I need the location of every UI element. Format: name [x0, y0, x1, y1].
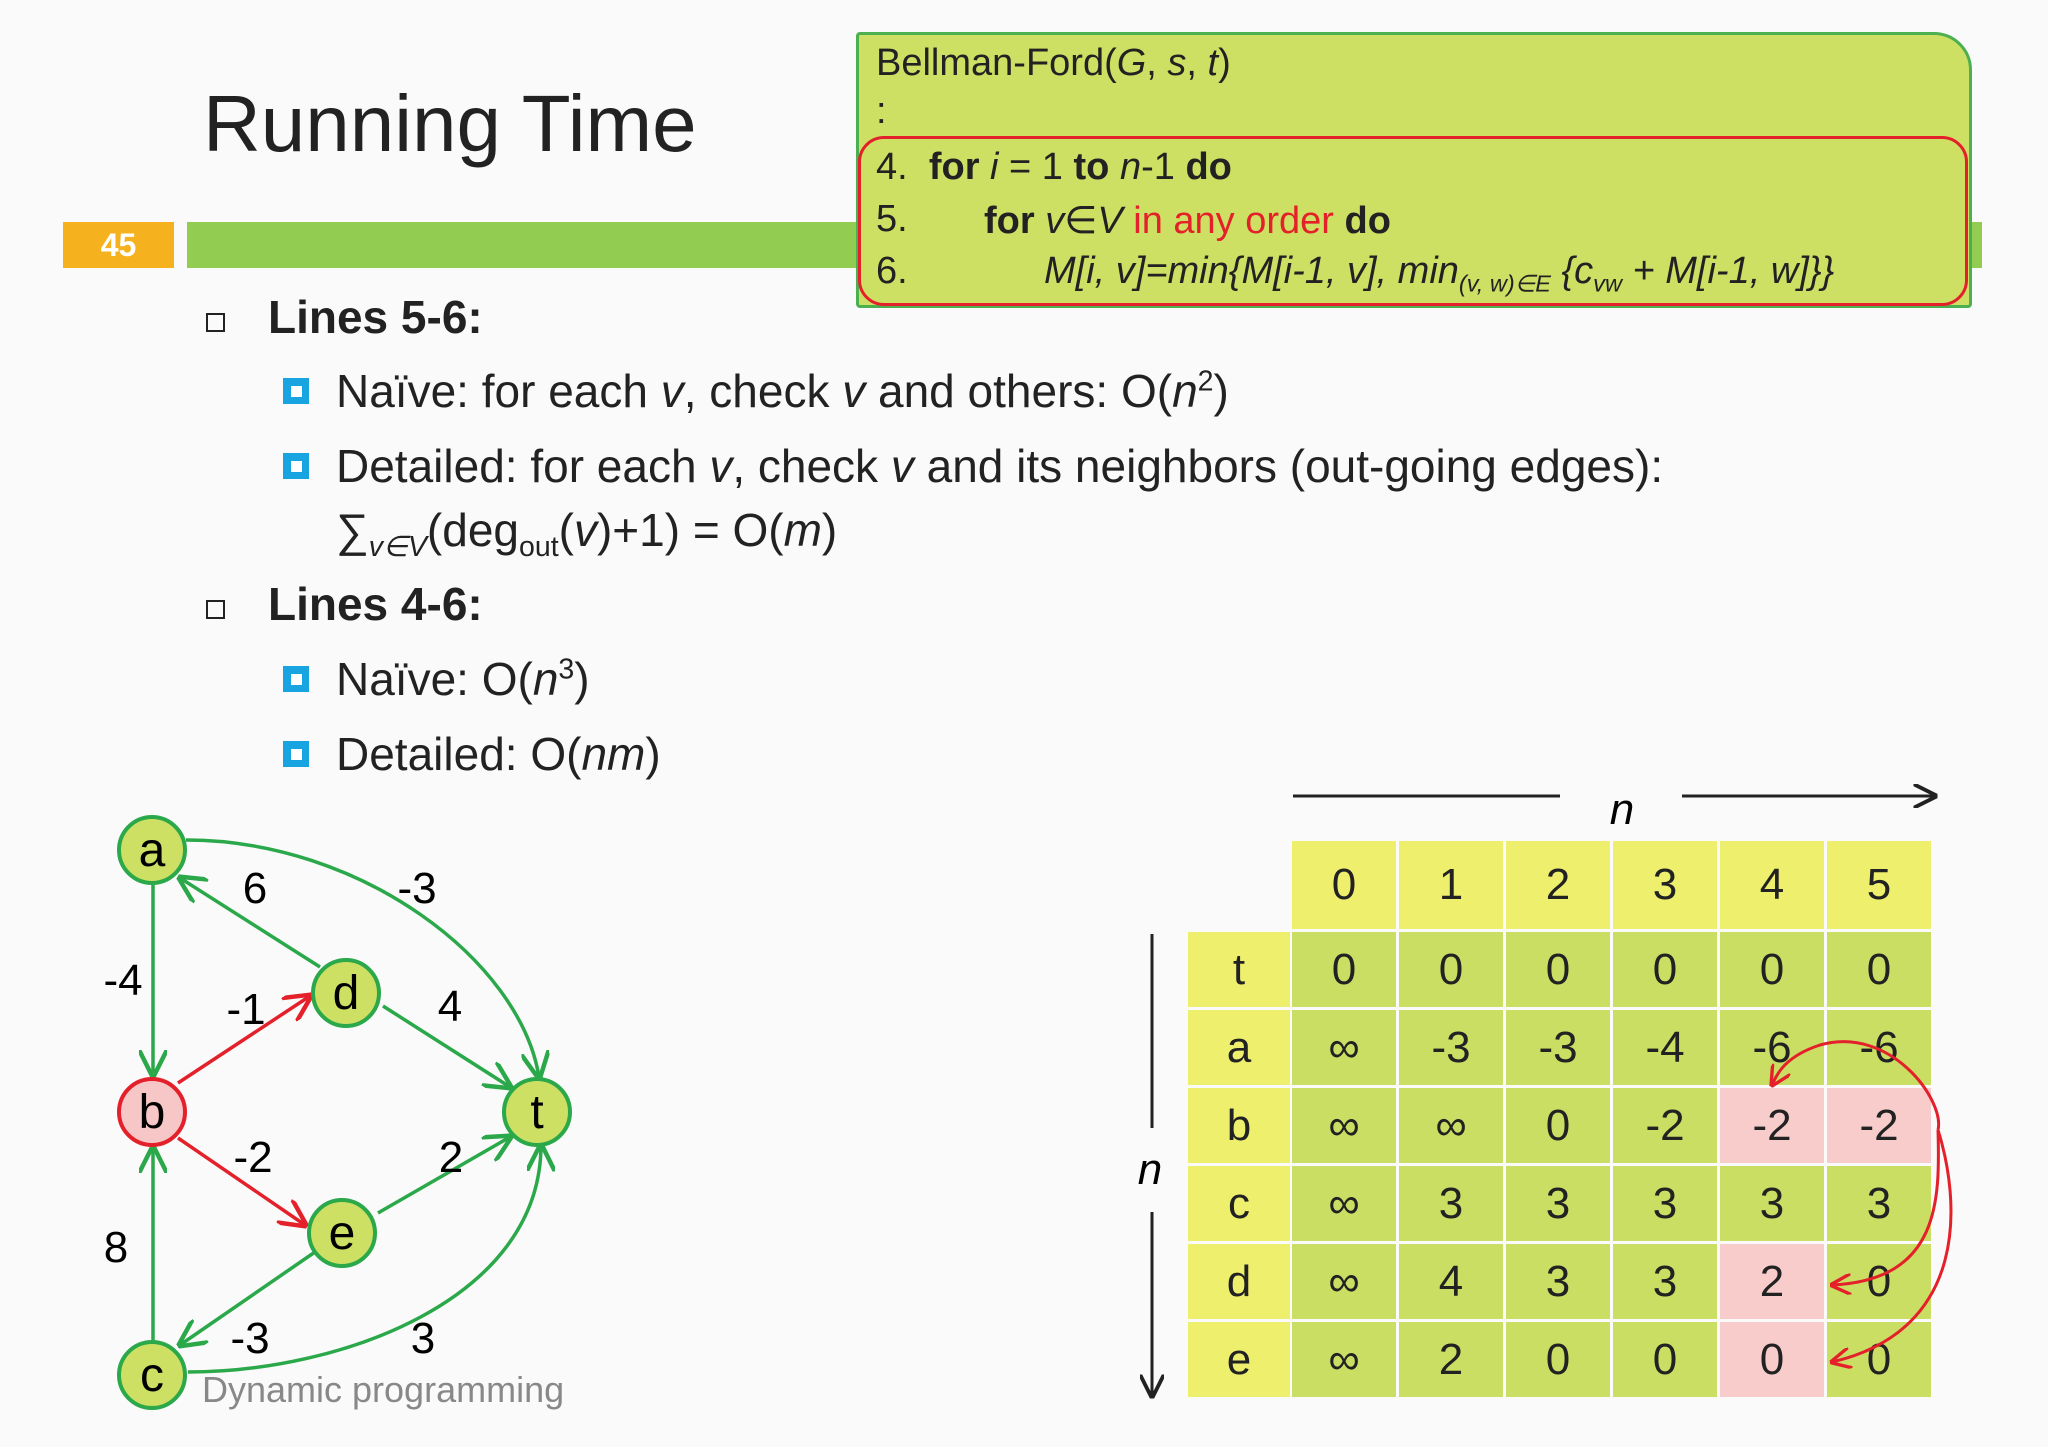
algorithm-line-6-body: M[i, v]=min{M[i-1, v], $\min_{(v, w)\in E} \{c_{vw} + M[i-1$, w]}}	[1044, 250, 1835, 297]
bullet-lines-4-6: Lines 4-6:	[268, 578, 483, 630]
column-header: 3	[1613, 841, 1717, 929]
table-cell: -2	[1613, 1088, 1717, 1163]
row-header: b	[1188, 1088, 1290, 1163]
arrow-b-to-d	[1832, 1130, 1938, 1285]
column-header: 4	[1720, 841, 1824, 929]
table-cell: -6	[1827, 1010, 1931, 1085]
row-header: d	[1188, 1244, 1290, 1319]
algorithm-header: Bellman-Ford(G, s, t)	[876, 42, 1231, 84]
table-cell: 3	[1613, 1244, 1717, 1319]
table-cell: 0	[1506, 1088, 1610, 1163]
edge-weight-c-t: 3	[410, 1314, 436, 1363]
table-cell: -2	[1827, 1088, 1931, 1163]
table-cell: 3	[1506, 1166, 1610, 1241]
edge-weight-b-e: -2	[233, 1133, 273, 1182]
top-axis-label: n	[1609, 785, 1635, 834]
left-axis-label: n	[1137, 1145, 1163, 1194]
bullet-square-icon	[206, 313, 225, 332]
bullet-lines-5-6: Lines 5-6:	[268, 291, 483, 343]
dependency-arrows	[1700, 1020, 1970, 1380]
column-header: 5	[1827, 841, 1931, 929]
table-cell: ∞	[1292, 1244, 1396, 1319]
edge-weight-d-a: 6	[242, 864, 268, 913]
table-cell: 2	[1720, 1244, 1824, 1319]
table-cell: 0	[1720, 932, 1824, 1007]
table-cell: 0	[1827, 1244, 1931, 1319]
svg-text:t: t	[530, 1086, 544, 1139]
row-header: t	[1188, 932, 1290, 1007]
column-header: 2	[1506, 841, 1610, 929]
table-cell: ∞	[1292, 1088, 1396, 1163]
column-header: 1	[1399, 841, 1503, 929]
row-header: e	[1188, 1322, 1290, 1397]
table-cell: 2	[1399, 1322, 1503, 1397]
edge-weight-d-t: 4	[437, 982, 463, 1031]
edge-weight-e-t: 2	[438, 1133, 464, 1182]
table-cell: 3	[1506, 1244, 1610, 1319]
table-cell: ∞	[1292, 1010, 1396, 1085]
table-cell: 3	[1827, 1166, 1931, 1241]
edge-weight-b-d: -1	[226, 985, 266, 1034]
row-header: a	[1188, 1010, 1290, 1085]
svg-text:e: e	[328, 1207, 356, 1260]
table-cell: -2	[1720, 1088, 1824, 1163]
table-cell: 0	[1827, 1322, 1931, 1397]
table-cell: 0	[1506, 932, 1610, 1007]
table-cell: 0	[1506, 1322, 1610, 1397]
table-cell: ∞	[1399, 1088, 1503, 1163]
table-cell: 3	[1399, 1166, 1503, 1241]
table-cell: -3	[1506, 1010, 1610, 1085]
algorithm-line-5: 5.	[876, 198, 908, 240]
svg-text:d: d	[332, 967, 360, 1020]
arrow-b-to-e	[1832, 1130, 1951, 1362]
table-cell: ∞	[1292, 1322, 1396, 1397]
sub-bullet-icon	[283, 666, 309, 692]
bullet-naive-4-6: Naïve: $O(n^3)$	[336, 653, 590, 705]
svg-text:b: b	[138, 1086, 166, 1139]
sub-bullet-icon	[283, 453, 309, 479]
row-header: c	[1188, 1166, 1290, 1241]
table-cell: 0	[1827, 932, 1931, 1007]
algorithm-line-4: 4. for i = 1 to n-1 do	[876, 146, 1232, 188]
node-a	[119, 817, 185, 883]
node-e	[309, 1200, 375, 1266]
table-cell: ∞	[1292, 1166, 1396, 1241]
table-cell: -6	[1720, 1010, 1824, 1085]
edge-weight-e-c: -3	[230, 1314, 270, 1363]
bullet-square-icon	[206, 600, 225, 619]
table-cell: 0	[1399, 932, 1503, 1007]
sub-bullet-icon	[283, 741, 309, 767]
table-cell: 0	[1292, 932, 1396, 1007]
table-cell: -4	[1613, 1010, 1717, 1085]
algorithm-line-6: 6.	[876, 250, 908, 292]
table-cell: -3	[1399, 1010, 1503, 1085]
edge-weight-a-b: -4	[103, 956, 143, 1005]
footer-text: Dynamic programming	[202, 1369, 565, 1410]
node-c	[119, 1342, 185, 1408]
sub-bullet-icon	[283, 378, 309, 404]
node-d	[313, 960, 379, 1026]
algorithm-line-5-body: for v∈V in any order do	[984, 200, 1391, 242]
slide-number: 45	[63, 222, 174, 268]
table-cell: 3	[1613, 1166, 1717, 1241]
table-cell: 3	[1720, 1166, 1824, 1241]
node-b	[119, 1079, 185, 1145]
table-cell: 4	[1399, 1244, 1503, 1319]
table-cell: 0	[1613, 932, 1717, 1007]
bullet-detailed-formula: $\sum_{v\in V}(deg_{out}(v)+1) = O(m)$	[336, 504, 838, 564]
node-t	[504, 1079, 570, 1145]
bullet-naive-5-6: Naïve: for each v, check v and others: $O(n^2)$	[336, 365, 1229, 417]
bullet-detailed-4-6: Detailed: O(nm)	[336, 728, 661, 780]
graph-diagram	[0, 780, 640, 1440]
edge-weight-c-b: 8	[103, 1223, 129, 1272]
edge-weight-a-t: -3	[397, 864, 437, 913]
svg-text:c: c	[140, 1349, 164, 1402]
bullet-detailed-5-6: Detailed: for each v, check v and its neighbors (out-going edges):	[336, 440, 1664, 492]
page-title: Running Time	[203, 79, 697, 168]
algorithm-ellipsis: :	[876, 90, 887, 132]
column-header: 0	[1292, 841, 1396, 929]
table-cell: 0	[1613, 1322, 1717, 1397]
svg-text:a: a	[138, 824, 166, 877]
table-cell: 0	[1720, 1322, 1824, 1397]
arrow-b-to-a	[1772, 1042, 1939, 1130]
